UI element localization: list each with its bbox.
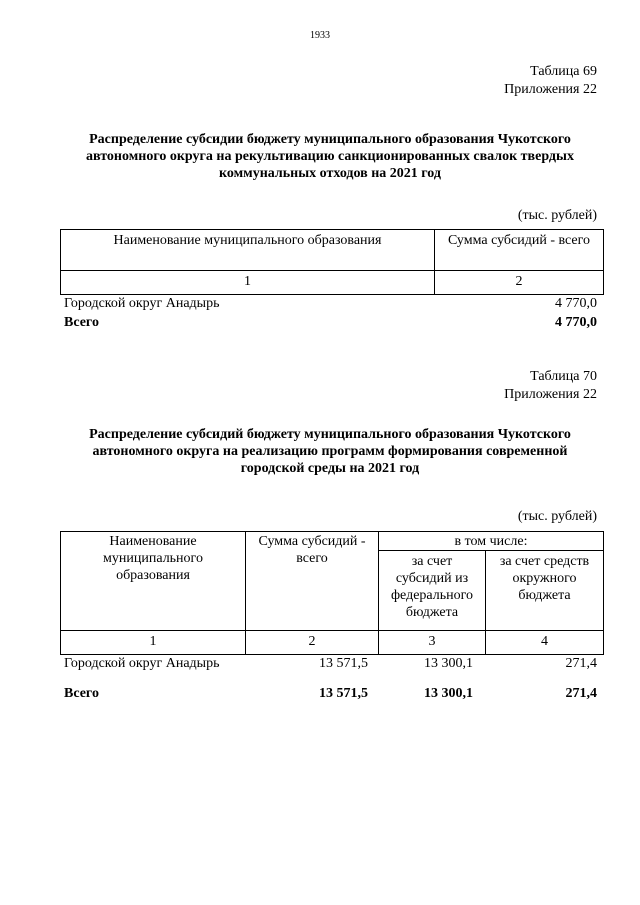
table-row <box>64 656 597 674</box>
table70-header-total <box>246 532 379 631</box>
table70-row-name: Городской округ Анадырь <box>64 656 220 671</box>
table70-header-name-line3: образования <box>116 568 190 583</box>
table70-header-district <box>486 551 604 631</box>
table70-row-federal: 13 300,1 <box>424 656 473 671</box>
table69-title-line3: коммунальных отходов на 2021 год <box>219 166 441 181</box>
table69-title-line2: автономного округа на рекультивацию санкционированных свалок твердых <box>86 149 574 164</box>
table69-ref-line2: Приложения 22 <box>504 82 597 97</box>
table70-total-total: 13 571,5 <box>319 686 368 701</box>
table-row <box>64 296 597 314</box>
table69-ref-line1: Таблица 69 <box>530 64 597 79</box>
table70-header-district-line1: за счет средств <box>499 554 590 569</box>
table70-ref-line2: Приложения 22 <box>504 387 597 402</box>
table70-header-federal-line3: федерального <box>390 588 474 603</box>
table70-header-name <box>61 532 246 631</box>
table70-total-district: 271,4 <box>565 686 597 701</box>
table69-title-line1: Распределение субсидии бюджету муниципального образования Чукотского <box>89 132 571 147</box>
table70-header-total-line2: всего <box>296 551 328 566</box>
table69-reference <box>504 63 597 99</box>
table70-col-number-1: 1 <box>61 631 246 655</box>
table70-total-row <box>64 686 597 704</box>
table69-header-total: Сумма субсидий - всего <box>435 230 604 271</box>
table70-reference <box>504 368 597 404</box>
table69-col-number-2: 2 <box>435 271 604 295</box>
table70-header-including: в том числе: <box>379 532 604 551</box>
table70-header-federal <box>379 551 486 631</box>
table70-ref-line1: Таблица 70 <box>530 369 597 384</box>
table69-row-name: Городской округ Анадырь <box>64 296 220 311</box>
table69-header-name: Наименование муниципального образования <box>61 230 435 271</box>
table69-total-value: 4 770,0 <box>555 315 597 330</box>
table70-header-grid <box>60 531 604 655</box>
table69-col-number-1: 1 <box>61 271 435 295</box>
table69-total-label: Всего <box>64 315 99 330</box>
table70-header-federal-line1: за счет <box>411 554 453 569</box>
table70-col-number-4: 4 <box>486 631 604 655</box>
table70-units: (тыс. рублей) <box>517 509 597 524</box>
table70-header-district-line2: окружного <box>512 571 577 586</box>
table70-total-label: Всего <box>64 686 99 701</box>
table70-row-district: 271,4 <box>565 656 597 671</box>
table70-header-total-line1: Сумма субсидий - <box>258 534 366 549</box>
table70-header-name-line2: муниципального <box>103 551 203 566</box>
table70-title-line3: городской среды на 2021 год <box>240 461 420 476</box>
table70-header-federal-line4: бюджета <box>405 605 459 620</box>
table70-col-number-3: 3 <box>379 631 486 655</box>
table70-header-federal-line2: субсидий из <box>395 571 469 586</box>
table70-row-total: 13 571,5 <box>319 656 368 671</box>
table70-col-number-2: 2 <box>246 631 379 655</box>
table70-total-federal: 13 300,1 <box>424 686 473 701</box>
table69-header-grid <box>60 229 604 295</box>
table69-title <box>60 131 600 182</box>
table70-header-name-line1: Наименование <box>109 534 197 549</box>
table69-units: (тыс. рублей) <box>517 208 597 223</box>
table69-row-total: 4 770,0 <box>555 296 597 311</box>
table70-title <box>60 426 600 477</box>
table70-title-line2: автономного округа на реализацию программ формирования современной <box>92 444 568 459</box>
table69-total-row <box>64 315 597 333</box>
page-number: 1933 <box>310 30 330 41</box>
table70-title-line1: Распределение субсидий бюджету муниципального образования Чукотского <box>89 427 571 442</box>
table70-header-district-line3: бюджета <box>518 588 571 603</box>
